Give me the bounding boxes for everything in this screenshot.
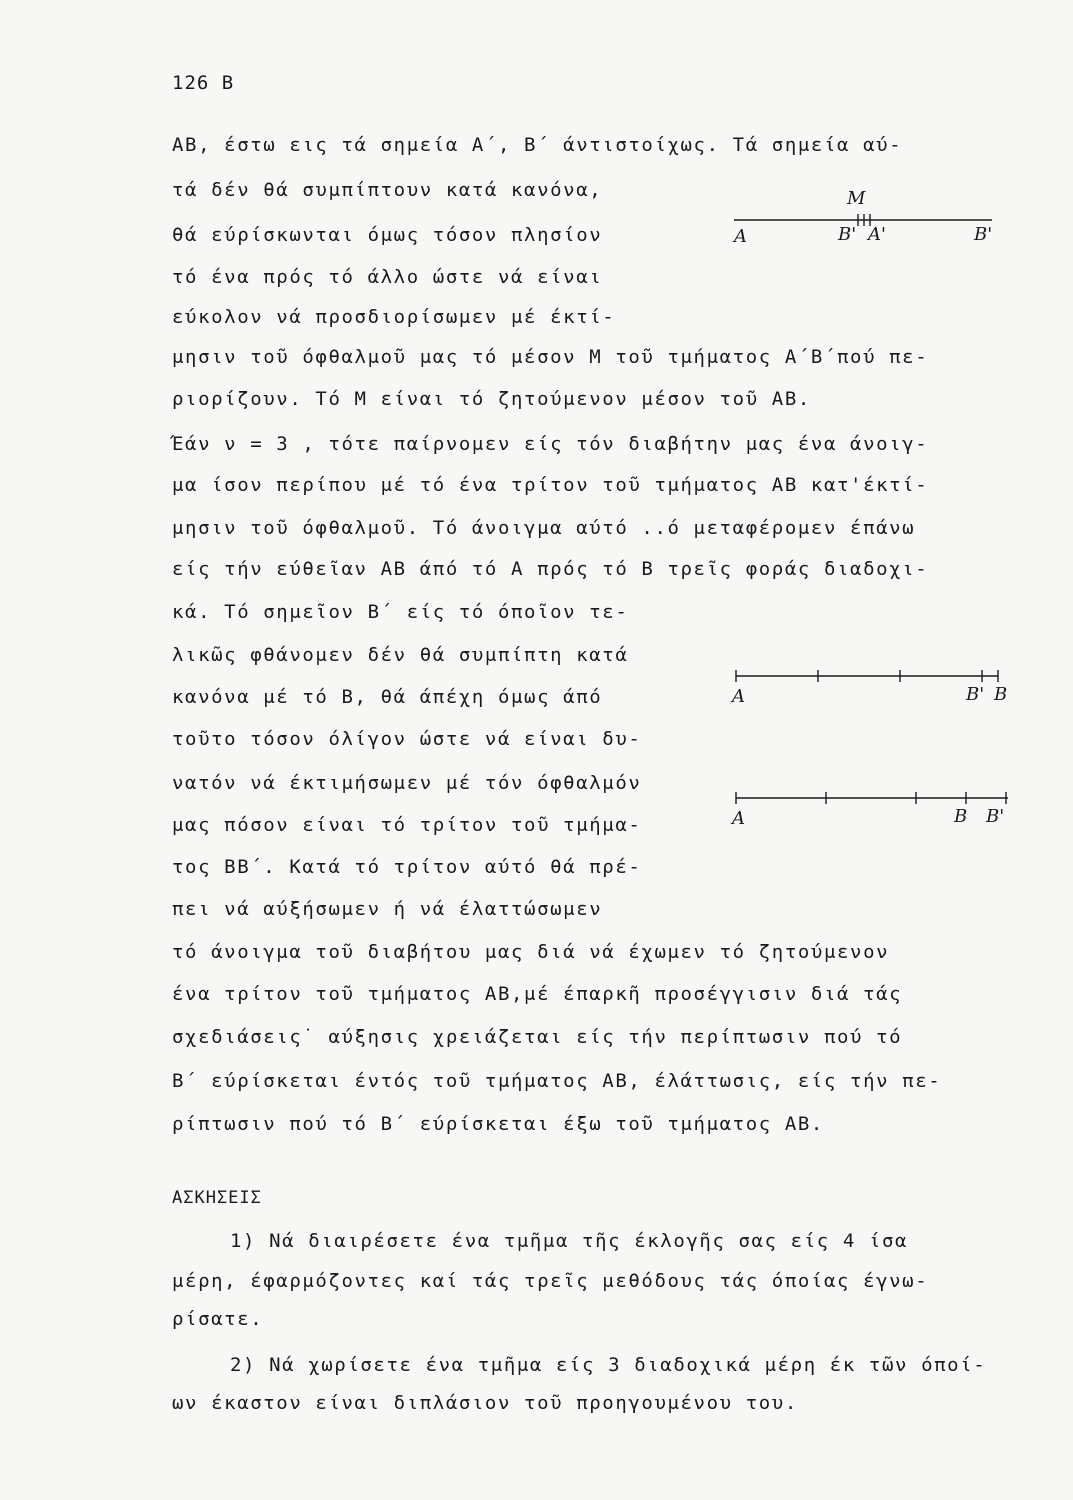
diagram-thirds-outside-svg (730, 782, 1020, 842)
label-b-end: B' (974, 224, 993, 245)
body-line: Β΄ εύρίσκεται έντός τοῦ τμήματος ΑΒ, έλάττωσις, είς τήν πε- (172, 1070, 942, 1092)
label-a-prime: A' (868, 224, 886, 245)
body-line: ένα τρίτον τοῦ τμήματος ΑΒ,μέ έπαρκῆ προσέγγισιν διά τάς (172, 983, 903, 1005)
label-m: M (847, 188, 866, 209)
body-line: τος ΒΒ΄. Κατά τό τρίτον αύτό θά πρέ- (172, 856, 642, 878)
body-line: μησιν τοῦ όφθαλμοῦ. Τό άνοιγμα αύτό ..ό μεταφέρομεν έπάνω (172, 517, 916, 539)
body-line: μας πόσον είναι τό τρίτον τοῦ τμήμα- (172, 814, 642, 836)
body-line: κά. Τό σημεῖον Β΄ είς τό όποῖον τε- (172, 601, 629, 623)
label-a: A (732, 808, 745, 829)
exercise-line: 2) Νά χωρίσετε ένα τμῆμα είς 3 διαδοχικά μέρη έκ τῶν όποί- (230, 1354, 987, 1376)
exercise-line: μέρη, έφαρμόζοντες καί τάς τρεῖς μεθόδους τάς όποίας έγνω- (172, 1270, 929, 1292)
label-a: A (734, 226, 747, 247)
exercise-line: 1) Νά διαιρέσετε ένα τμῆμα τῆς έκλογῆς σας είς 4 ίσα (230, 1230, 909, 1252)
page-number: 126 B (172, 72, 235, 94)
diagram-midpoint (730, 190, 1000, 260)
label-b-prime: B' (838, 224, 857, 245)
body-line: ρίπτωσιν πού τό Β΄ εύρίσκεται έξω τοῦ τμήματος ΑΒ. (172, 1113, 824, 1135)
label-b: B (954, 806, 968, 827)
body-line: σχεδιάσεις˙ αύξησις χρειάζεται είς τήν περίπτωσιν πού τό (172, 1026, 903, 1048)
body-line: τοῦτο τόσον όλίγον ώστε νά είναι δυ- (172, 728, 642, 750)
body-line: είς τήν εύθεῖαν ΑΒ άπό τό Α πρός τό Β τρεῖς φοράς διαδοχι- (172, 558, 929, 580)
body-line: τό άνοιγμα τοῦ διαβήτου μας διά νά έχωμεν τό ζητούμενον (172, 941, 890, 963)
label-b: B (994, 684, 1008, 705)
exercise-line: ρίσατε. (172, 1308, 264, 1330)
exercise-line: ων έκαστον είναι διπλάσιον τοῦ προηγουμένου του. (172, 1392, 798, 1414)
body-line: μησιν τοῦ όφθαλμοῦ μας τό μέσον Μ τοῦ τμήματος Α΄Β΄πού πε- (172, 346, 929, 368)
label-b-prime: B' (966, 684, 985, 705)
body-line: τά δέν θά συμπίπτουν κατά κανόνα, (172, 179, 603, 201)
body-line: ριορίζουν. Τό Μ είναι τό ζητούμενον μέσον τοῦ ΑΒ. (172, 388, 811, 410)
body-line: Έάν ν = 3 , τότε παίρνομεν είς τόν διαβήτην μας ένα άνοιγ- (172, 433, 929, 455)
body-line: νατόν νά έκτιμήσωμεν μέ τόν όφθαλμόν (172, 772, 642, 794)
body-line: λικῶς φθάνομεν δέν θά συμπίπτη κατά (172, 644, 629, 666)
body-line: πει νά αύξήσωμεν ή νά έλαττώσωμεν (172, 898, 603, 920)
body-line: εύκολον νά προσδιορίσωμεν μέ έκτί- (172, 306, 616, 328)
body-line: θά εύρίσκωνται όμως τόσον πλησίον (172, 224, 603, 246)
label-a: A (732, 686, 745, 707)
diagram-thirds-outside (730, 782, 1020, 842)
body-line: τό ένα πρός τό άλλο ώστε νά είναι (172, 266, 603, 288)
diagram-thirds-inside (730, 660, 1010, 720)
body-line: ΑΒ, έστω εις τά σημεία Α΄, Β΄ άντιστοίχως. Τά σημεία αύ- (172, 134, 903, 156)
label-b-prime: B' (986, 806, 1005, 827)
body-line: μα ίσον περίπου μέ τό ένα τρίτον τοῦ τμήματος ΑΒ κατ'έκτί- (172, 474, 929, 496)
exercises-heading: ΑΣΚΗΣΕΙΣ (172, 1188, 262, 1208)
body-line: κανόνα μέ τό Β, θά άπέχη όμως άπό (172, 686, 603, 708)
